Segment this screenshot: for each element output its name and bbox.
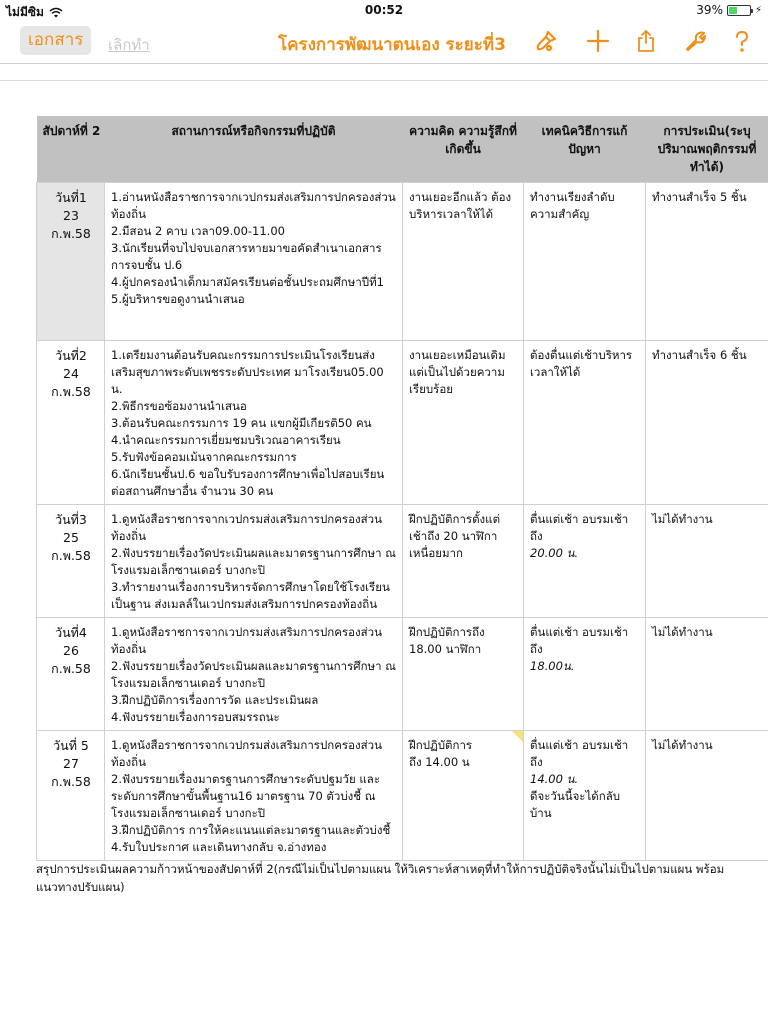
feelings-cell[interactable] [403, 183, 524, 341]
activity-item: 4.ฟังบรรยายเรื่องการอบสมรรถนะ [111, 710, 280, 724]
activities-cell[interactable] [105, 183, 403, 341]
table-row [37, 731, 768, 861]
activity-item: 2.ฟังบรรยายเรื่องวัดประเมินผลและมาตรฐานการศึกษา ณ โรงแรมอเล็กซานเดอร์ บางกะปิ [111, 546, 396, 577]
technique-note: ดีจะวันนี้จะได้กลับบ้าน [530, 789, 621, 820]
date-label: 23 ก.พ.58 [51, 208, 91, 241]
activity-item: 2.ฟังบรรยายเรื่องมาตรฐานการศึกษาระดับปฐมวัย และระดับการศึกษาขั้นพื้นฐาน16 มาตรฐาน 70 ตัวบ่งชี้ ณ โรงแรมอเล็กซานเดอร์ บางกะปิ [111, 772, 381, 820]
activity-item: 1.เตรียมงานต้อนรับคณะกรรมการประเมินโรงเรียนส่งเสริมสุขภาพระดับเพชรระดับประเทศ มาโรงเรียน05.00 น. [111, 348, 384, 396]
activity-item: 1.ดูหนังสือราชการจากเวปกรมส่งเสริมการปกครองส่วนท้องถิ่น [111, 738, 382, 769]
activity-item: 2.มีสอน 2 คาบ เวลา09.00-11.00 [111, 224, 285, 238]
day-cell[interactable] [37, 183, 105, 341]
technique-cell[interactable] [524, 341, 646, 505]
technique-time: 18.00น. [530, 659, 575, 673]
technique-cell[interactable] [524, 183, 646, 341]
toolbar [0, 20, 768, 64]
comment-indicator-icon[interactable] [512, 731, 523, 742]
activity-item: 5.รับฟังข้อคอมเม้นจากคณะกรรมการ [111, 450, 297, 464]
activity-item: 3.ต้อนรับคณะกรรมการ 19 คน แขกผู้มีเกียรติ50 คน [111, 416, 372, 430]
activity-item: 1.ดูหนังสือราชการจากเวปกรมส่งเสริมการปกครองส่วนท้องถิ่น [111, 625, 382, 656]
technique-text: ตื่นแต่เช้า อบรมเช้าถึง [530, 625, 629, 656]
date-label: 25 ก.พ.58 [51, 530, 91, 563]
day-label: วันที่3 [55, 512, 87, 527]
battery-percent: 39% [696, 3, 723, 17]
day-label: วันที่4 [55, 625, 87, 640]
date-label: 26 ก.พ.58 [51, 643, 91, 676]
day-label: วันที่1 [55, 190, 87, 205]
date-label: 24 ก.พ.58 [51, 366, 91, 399]
activity-item: 2.พิธีกรขอซ้อมงานนำเสนอ [111, 399, 247, 413]
evaluation-cell[interactable] [646, 341, 768, 505]
feelings-text: ถึง 14.00 น [409, 755, 470, 769]
header-evaluation: การประเมิน(ระบุปริมาณพฤติกรรมที่ทำได้) [646, 116, 768, 183]
activity-item: 4.ผู้ปกครองนำเด็กมาสมัครเรียนต่อชั้นประถมศึกษาปีที่1 [111, 275, 384, 289]
day-label: วันที่ 5 [53, 738, 89, 753]
paintbrush-icon[interactable] [533, 28, 559, 54]
evaluation-text: ไม่ได้ทำงาน [652, 512, 713, 526]
activity-item: 3.ทำรายงานเรื่องการบริหารจัดการศึกษาโดยใช้โรงเรียนเป็นฐาน ส่งเมลล์ในเวปกรมส่งเสริมการปกครองท้องถิ่น [111, 580, 390, 611]
weekly-activity-table [36, 116, 768, 861]
wrench-icon[interactable] [682, 28, 708, 54]
day-label: วันที่2 [55, 348, 87, 363]
feelings-cell[interactable] [403, 731, 524, 861]
feelings-text: ฝึกปฏิบัติการ [409, 738, 473, 752]
day-cell[interactable] [37, 505, 105, 618]
battery-fill [729, 7, 737, 14]
plus-icon[interactable] [585, 28, 611, 54]
technique-cell[interactable] [524, 618, 646, 731]
technique-cell[interactable] [524, 731, 646, 861]
activity-item: 6.นักเรียนชั้นป.6 ขอใบรับรองการศึกษาเพื่อไปสอบเรียนต่อสถานศึกษาอื่น จำนวน 30 คน [111, 467, 385, 498]
activity-item: 4.รับใบประกาศ และเดินทางกลับ จ.อ่างทอง [111, 840, 327, 854]
feelings-cell[interactable] [403, 618, 524, 731]
carrier-label: ไม่มีซิม [6, 5, 44, 19]
activities-cell[interactable] [105, 731, 403, 861]
table-row [37, 183, 768, 341]
feelings-text: ฝึกปฏิบัติการถึง 18.00 นาฬิกา [409, 625, 485, 656]
header-week: สัปดาห์ที่ 2 [37, 116, 105, 183]
day-cell[interactable] [37, 341, 105, 505]
evaluation-cell[interactable] [646, 618, 768, 731]
header-feelings: ความคิด ความรู้สึกที่เกิดขึ้น [403, 116, 524, 183]
evaluation-cell[interactable] [646, 183, 768, 341]
charging-bolt-icon: ⚡ [754, 4, 762, 16]
date-label: 27 ก.พ.58 [51, 756, 91, 789]
activity-item: 5.ผู้บริหารขอดูงานนำเสนอ [111, 292, 245, 306]
activities-cell[interactable] [105, 618, 403, 731]
evaluation-cell[interactable] [646, 505, 768, 618]
status-bar [0, 0, 768, 20]
ruler-divider [0, 80, 768, 81]
technique-text: ตื่นแต่เช้า อบรมเช้าถึง [530, 738, 629, 769]
feelings-text: ฝึกปฏิบัติการตั้งแต่เช้าถึง 20 นาฬิกา เหนื่อยมาก [409, 512, 501, 560]
activity-item: 2.ฟังบรรยายเรื่องวัดประเมินผลและมาตรฐานการศึกษา ณ โรงแรมอเล็กซานเดอร์ บางกะปิ [111, 659, 396, 690]
activity-item: 3.ฝึกปฏิบัติการ การให้คะแนนแต่ละมาตรฐานและตัวบ่งชี้ [111, 823, 391, 837]
day-cell[interactable] [37, 731, 105, 861]
technique-text: ตื่นแต่เช้า อบรมเช้าถึง [530, 512, 629, 543]
activity-item: 1.อ่านหนังสือราชการจากเวปกรมส่งเสริมการปกครองส่วนท้องถิ่น [111, 190, 396, 221]
feelings-cell[interactable] [403, 505, 524, 618]
feelings-text: งานเยอะเหมือนเดิม แต่เป็นไปด้วยความเรียบร้อย [409, 348, 506, 396]
table-header-row [37, 116, 768, 183]
clock: 00:52 [364, 3, 404, 17]
summary-paragraph[interactable]: สรุปการประเมินผลความก้าวหน้าของสัปดาห์ที่ 2(กรณีไม่เป็นไปตามแผน ให้วิเคราะห์สาเหตุที่ทำให้การปฏิบัติจริงนั้นไม่เป็นไปตามแผน พร้อมแนวทางปรับแผน) [36, 862, 725, 894]
header-technique: เทคนิควิธีการแก้ปัญหา [524, 116, 646, 183]
evaluation-text: ทำงานสำเร็จ 6 ชิ้น [652, 348, 747, 362]
feelings-text: งานเยอะอีกแล้ว ต้องบริหารเวลาให้ได้ [409, 190, 512, 221]
technique-time: 14.00 น. [530, 772, 579, 786]
feelings-cell[interactable] [403, 341, 524, 505]
activity-item: 3.นักเรียนที่จบไปจบเอกสารหายมาขอคัดสำเนาเอกสารการจบชั้น ป.6 [111, 241, 382, 272]
activity-item: 4.นำคณะกรรมการเยี่ยมชมบริเวณอาคารเรียน [111, 433, 341, 447]
evaluation-text: ทำงานสำเร็จ 5 ชิ้น [652, 190, 747, 204]
technique-cell[interactable] [524, 505, 646, 618]
technique-time: 20.00 น. [530, 546, 579, 560]
battery-icon [727, 5, 751, 16]
table-row [37, 505, 768, 618]
evaluation-cell[interactable] [646, 731, 768, 861]
help-icon[interactable] [729, 28, 755, 54]
evaluation-text: ไม่ได้ทำงาน [652, 625, 713, 639]
document-title[interactable]: โครงการพัฒนาตนเอง ระยะที่3 [278, 35, 506, 55]
activities-cell[interactable] [105, 505, 403, 618]
table-row [37, 341, 768, 505]
documents-button[interactable]: เอกสาร [20, 26, 91, 55]
table-row [37, 618, 768, 731]
activities-cell[interactable] [105, 341, 403, 505]
activity-item: 1.ดูหนังสือราชการจากเวปกรมส่งเสริมการปกครองส่วนท้องถิ่น [111, 512, 382, 543]
share-icon[interactable] [633, 28, 659, 54]
day-cell[interactable] [37, 618, 105, 731]
activity-item: 3.ฝึกปฏิบัติการเรื่องการวัด และประเมินผล [111, 693, 319, 707]
header-activities: สถานการณ์หรือกิจกรรมที่ปฏิบัติ [105, 116, 403, 183]
technique-text: ทำงานเรียงลำดับความสำคัญ [530, 190, 615, 221]
undo-button[interactable]: เลิกทำ [108, 36, 150, 54]
technique-text: ต้องตื่นแต่เช้าบริหารเวลาให้ได้ [530, 348, 633, 379]
evaluation-text: ไม่ได้ทำงาน [652, 738, 713, 752]
